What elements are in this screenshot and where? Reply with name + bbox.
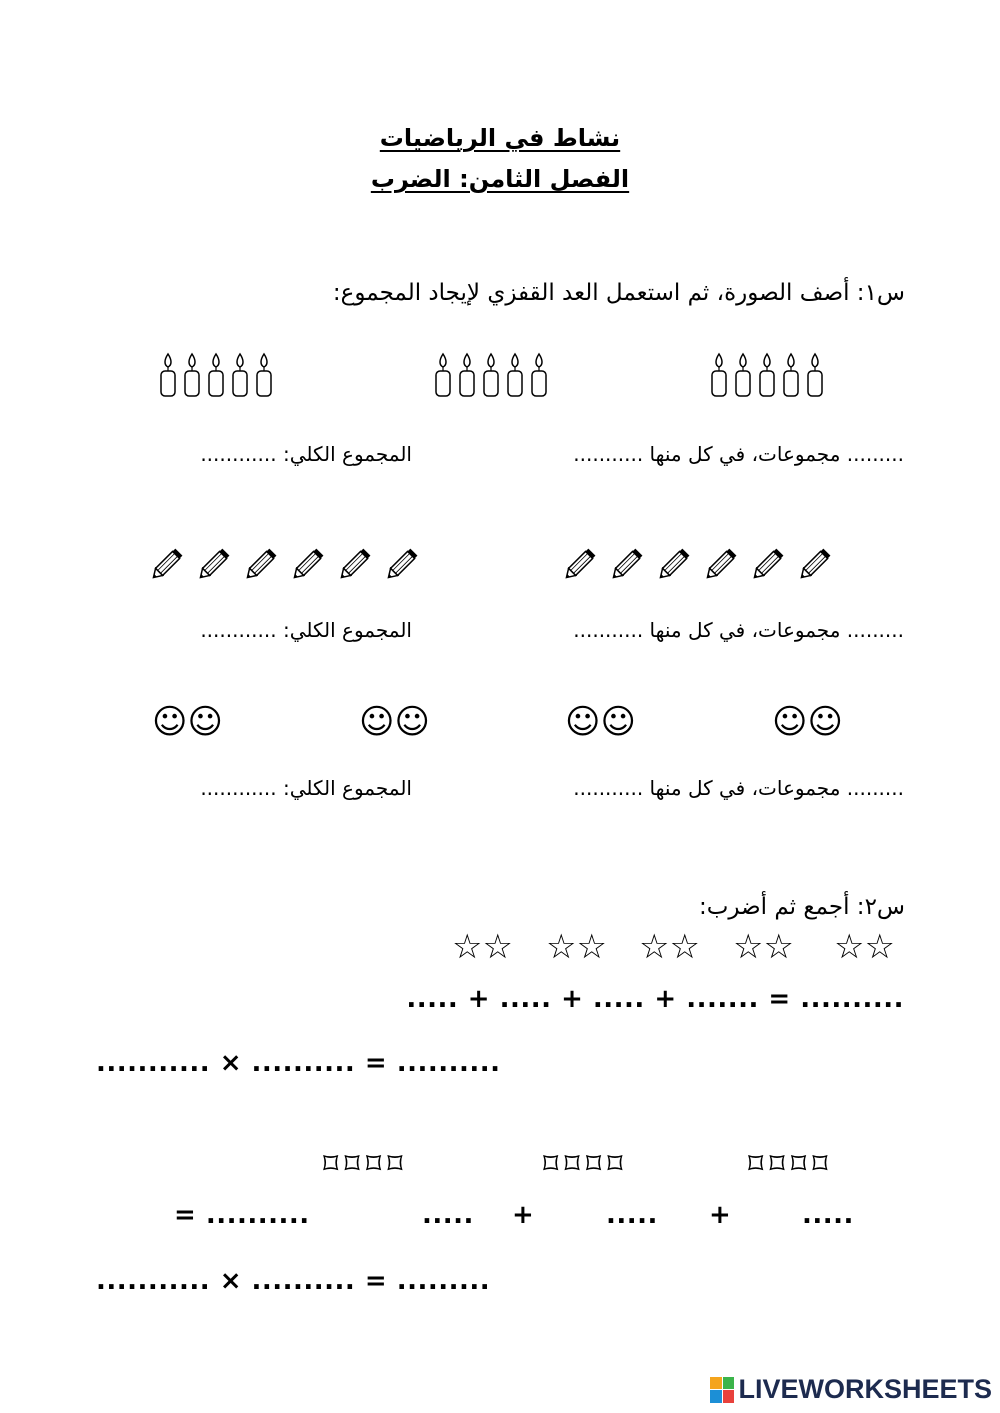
title-line-2: الفصل الثامن: الضرب (370, 165, 630, 193)
liveworksheets-brand: LIVEWORKSHEETS (738, 1374, 992, 1404)
pencil-group-1 (150, 543, 423, 581)
smiley-icon: ☺ (565, 702, 601, 742)
q1-row1-total-line: المجموع الكلي: ............ (200, 442, 412, 466)
star-group-1 (452, 927, 513, 967)
star-icon: ☆ (639, 927, 670, 967)
square-icon: ⌑ (812, 1147, 834, 1182)
q1-row2-total-line: المجموع الكلي: ............ (200, 618, 412, 642)
pencil-icon (385, 543, 423, 581)
star-icon: ☆ (482, 927, 513, 967)
square-icon: ⌑ (607, 1147, 629, 1182)
smiley-row (0, 702, 1000, 749)
candle-icon (230, 352, 250, 398)
square-icon: ⌑ (365, 1147, 388, 1182)
square-icon: ⌑ (790, 1147, 813, 1182)
star-row (0, 927, 1000, 970)
q1-row2-groups-line: ......... مجموعات، في كل منها ........... (573, 618, 904, 642)
q2-mult-line-1: ........... × .......... = .......... (96, 1048, 501, 1078)
smiley-icon: ☺ (152, 702, 188, 742)
smiley-group-3 (565, 702, 636, 742)
star-icon: ☆ (763, 927, 794, 967)
smiley-icon: ☺ (359, 702, 395, 742)
logo-square-3 (710, 1390, 722, 1403)
pencil-icon (338, 543, 376, 581)
smiley-icon: ☺ (600, 702, 636, 742)
star-icon: ☆ (452, 927, 483, 967)
pencil-group-2 (563, 543, 836, 581)
smiley-icon: ☺ (187, 702, 223, 742)
candle-icon (757, 352, 777, 398)
pencil-icon (150, 543, 188, 581)
star-group-3 (639, 927, 700, 967)
smiley-icon: ☺ (807, 702, 843, 742)
liveworksheets-logo (710, 1374, 992, 1405)
star-icon: ☆ (669, 927, 700, 967)
pencil-icon (657, 543, 695, 581)
pencil-icon (798, 543, 836, 581)
square-group-3 (748, 1147, 834, 1182)
q1-prompt: س١: أصف الصورة، ثم استعمل العد القفزي لإيجاد المجموع: (332, 280, 905, 306)
star-group-2 (546, 927, 607, 967)
pencil-icon (197, 543, 235, 581)
candle-icon (709, 352, 729, 398)
star-group-4 (733, 927, 794, 967)
star-icon: ☆ (576, 927, 607, 967)
q2-sum-plus-1: + (512, 1200, 535, 1230)
square-icon: ⌑ (564, 1147, 586, 1182)
candle-group-3 (709, 352, 825, 398)
smiley-group-2 (359, 702, 430, 742)
q1-row3-groups-line: ......... مجموعات، في كل منها ........... (573, 776, 904, 800)
title-line-1: نشاط في الرياضيات (379, 124, 621, 152)
star-icon: ☆ (864, 927, 895, 967)
q2-sum-plus-2: + (709, 1200, 732, 1230)
logo-square-4 (723, 1390, 735, 1403)
pencil-icon (610, 543, 648, 581)
square-icon: ⌑ (769, 1147, 791, 1182)
candle-icon (805, 352, 825, 398)
pencil-icon (751, 543, 789, 581)
square-icon: ⌑ (748, 1147, 770, 1182)
q2-sum-blank-3: ..... (802, 1200, 854, 1230)
q2-sum-line-1: ..... + ..... + ..... + ....... = .......... (406, 984, 904, 1014)
q1-row3-total-line: المجموع الكلي: ............ (200, 776, 412, 800)
star-icon: ☆ (834, 927, 865, 967)
pencil-row (0, 543, 1000, 587)
candle-icon (481, 352, 501, 398)
q2-sum-blank-1: ..... (422, 1200, 474, 1230)
candle-icon (182, 352, 202, 398)
square-group-1 (323, 1147, 409, 1182)
smiley-group-1 (152, 702, 223, 742)
candle-icon (457, 352, 477, 398)
q2-prompt: س٢: أجمع ثم أضرب: (699, 894, 905, 920)
square-group-2 (543, 1147, 629, 1182)
pencil-icon (291, 543, 329, 581)
square-icon: ⌑ (387, 1147, 409, 1182)
star-icon: ☆ (733, 927, 764, 967)
candle-icon (529, 352, 549, 398)
candle-icon (254, 352, 274, 398)
candle-icon (733, 352, 753, 398)
smiley-icon: ☺ (394, 702, 430, 742)
q2-mult-line-2: ........... × .......... = ......... (96, 1266, 491, 1296)
candle-group-1 (158, 352, 274, 398)
candle-icon (433, 352, 453, 398)
smiley-group-4 (772, 702, 843, 742)
square-icon: ⌑ (543, 1147, 565, 1182)
star-icon: ☆ (546, 927, 577, 967)
candle-icon (505, 352, 525, 398)
star-group-5 (834, 927, 895, 967)
candle-row (0, 352, 1000, 412)
q1-row1-groups-line: ......... مجموعات، في كل منها ........... (573, 442, 904, 466)
candle-group-2 (433, 352, 549, 398)
q2-sum-equals: = .......... (174, 1200, 310, 1230)
pencil-icon (244, 543, 282, 581)
candle-icon (206, 352, 226, 398)
square-row (0, 1147, 1000, 1186)
square-icon: ⌑ (323, 1147, 345, 1182)
candle-icon (158, 352, 178, 398)
square-icon: ⌑ (344, 1147, 366, 1182)
candle-icon (781, 352, 801, 398)
pencil-icon (704, 543, 742, 581)
liveworksheets-logo-icon (710, 1377, 734, 1403)
q2-sum-blank-2: ..... (606, 1200, 658, 1230)
smiley-icon: ☺ (772, 702, 808, 742)
square-icon: ⌑ (585, 1147, 608, 1182)
logo-square-1 (710, 1377, 722, 1390)
logo-square-2 (723, 1377, 735, 1390)
pencil-icon (563, 543, 601, 581)
